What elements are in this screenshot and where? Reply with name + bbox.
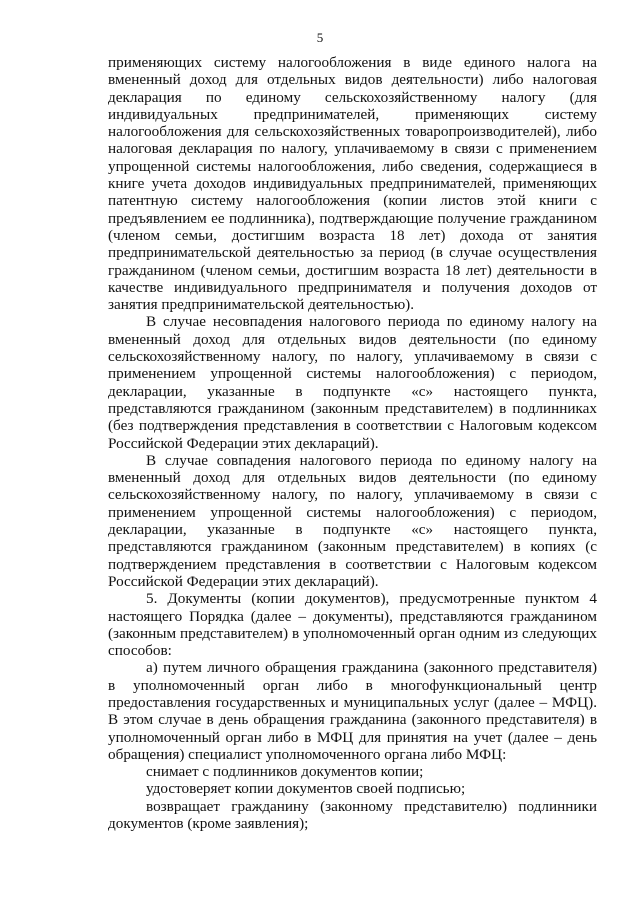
paragraph-period-mismatch: В случае несовпадения налогового периода по единому налогу на вмененный доход для отдельных видов деятельности (по единому сельскохозяйственному налогу, по налогу, уплачиваемому в связи с применением упрощенной системы налогообложения) с периодом, декларации, указанные в подпункте «с» настоящего пункта, представляются гражданином (законным представителем) в подлинниках (без подтверждения представления в соответствии с Налоговым кодексом Российской Федерации этих деклараций). bbox=[108, 313, 597, 452]
page-number: 5 bbox=[316, 30, 324, 45]
paragraph-certify-copies: удостоверяет копии документов своей подписью; bbox=[146, 780, 466, 798]
document-body bbox=[108, 54, 597, 832]
paragraph-item-a: а) путем личного обращения гражданина (законного представителя) в уполномоченный орган либо в многофункциональный центр предоставления государственных и муниципальных услуг (далее – МФЦ). В этом случае в день обращения гражданина (законного представителя) в уполномоченный орган либо в МФЦ для принятия на учет (далее – день обращения) специалист уполномоченного органа либо МФЦ: bbox=[108, 659, 597, 763]
paragraph-make-copies: снимает с подлинников документов копии; bbox=[146, 763, 424, 781]
paragraph-return-originals: возвращает гражданину (законному представителю) подлинники документов (кроме заявления); bbox=[108, 797, 597, 833]
paragraph-income-declarations: применяющих систему налогообложения в виде единого налога на вмененный доход для отдельных видов деятельности) либо налоговая декларация по единому сельскохозяйственному налогу (для индивидуальных предпринимателей, применяющих систему налогообложения для сельскохозяйственных товаропроизводителей), либо налоговая декларация по налогу, уплачиваемому в связи с применением упрощенной системы налогообложения, либо сведения, содержащиеся в книге учета доходов индивидуальных предпринимателей, применяющих патентную систему налогообложения (копии листов этой книги с предъявлением ее подлинника), подтверждающие получение гражданином (членом семьи, достигшим возраста 18 лет) дохода от занятия предпринимательской деятельностью за период (в случае осуществления гражданином (членом семьи, достигшим возраста 18 лет) деятельности в качестве индивидуального предпринимателя и получения доходов от занятия предпринимательской деятельностью). bbox=[108, 54, 597, 314]
paragraph-period-match: В случае совпадения налогового периода по единому налогу на вмененный доход для отдельных видов деятельности (по единому сельскохозяйственному налогу, по налогу, уплачиваемому в связи с применением упрощенной системы налогообложения) с периодом, декларации, указанные в подпункте «с» настоящего пункта, представляются гражданином (законным представителем) в копиях (с подтверждением представления в соответствии с Налоговым кодексом Российской Федерации этих деклараций). bbox=[108, 451, 597, 590]
paragraph-section-5: 5. Документы (копии документов), предусмотренные пунктом 4 настоящего Порядка (далее – документы), представляются гражданином (законным представителем) в уполномоченный орган одним из следующих способов: bbox=[108, 590, 597, 660]
